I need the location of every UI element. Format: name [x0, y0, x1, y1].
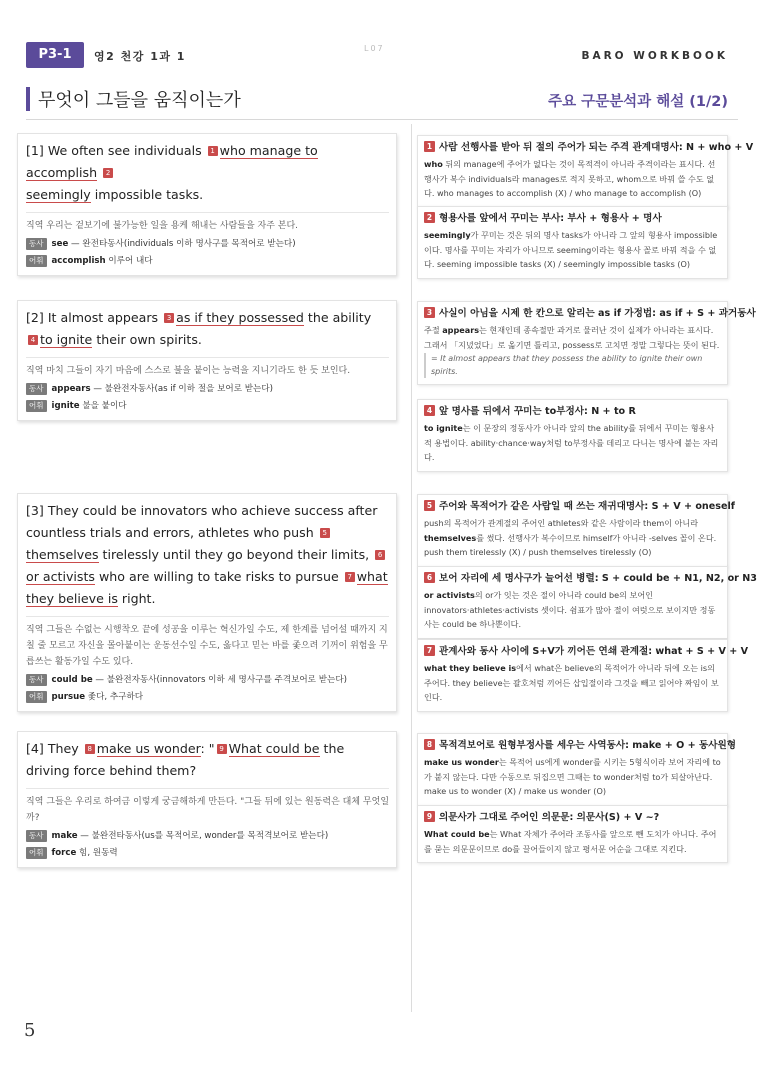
marker-badge: 3	[424, 307, 435, 318]
vocab-note: 어휘 ignite 불을 붙이다	[26, 399, 389, 413]
explanation-heading: 6 보어 자리에 세 명사구가 늘어선 병렬: S + could be + N1, N2, or N3	[424, 572, 721, 586]
explanation-body: to ignite는 이 문장의 정동사가 아니라 앞의 the ability를 뒤에서 꾸미는 형용사적 용법이다. ability·chance·way처럼 to부정사를 데리고 다니는 명사에 붙는 자리다.	[424, 423, 719, 462]
underlined-phrase: themselves	[26, 547, 99, 562]
underlined-phrase: who manage to accomplish	[26, 143, 318, 180]
explanation-heading: 7 관계사와 동사 사이에 S+V가 끼어든 연쇄 관계절: what + S + V + V	[424, 645, 721, 659]
sentence-card-1	[17, 133, 397, 276]
explanation-body: make us wonder는 목적어 us에게 wonder를 시키는 5형식이라 보어 자리에 to가 붙지 않는다. 다만 수동으로 뒤집으면 그때는 to wonder처럼 to가 되살아난다. make us to wonder (X) / make us wonder (O)	[424, 757, 721, 796]
marker-badge: 1	[424, 141, 435, 152]
explanation-body: seemingly가 꾸미는 것은 뒤의 명사 tasks가 아니라 그 앞의 형용사 impossible이다. 명사를 꾸미는 자리가 아니므로 seeming이라는 형용사 꼴로 바꿔 적을 수 없다. seeming impossible tasks (X) / seemingly impossible tasks (O)	[424, 230, 718, 269]
explanation-box-1	[417, 135, 754, 208]
sentence-card-3	[17, 493, 397, 712]
sentence-english: [1] We often see individuals 1 who manage to accomplish 2 seemingly impossible tasks.	[26, 143, 318, 202]
explanation-box-3	[417, 301, 756, 385]
brand-name: BARO WORKBOOK	[581, 50, 728, 62]
divider	[26, 357, 389, 358]
verb-note: 동사 see — 완전타동사(individuals 이하 명사구를 목적어로 받는다)	[26, 237, 389, 251]
explanation-box-7	[417, 639, 749, 712]
marker-badge: 8	[424, 739, 435, 750]
title-divider	[26, 119, 738, 120]
marker-badge: 6	[424, 572, 435, 583]
marker-badge: 3	[164, 313, 174, 323]
verb-note: 동사 make — 불완전타동사(us를 목적어로, wonder를 목적격보어로 받는다)	[26, 829, 389, 843]
explanation-box-4	[417, 399, 728, 472]
verb-label: 동사	[26, 238, 47, 250]
marker-badge: 6	[375, 550, 385, 560]
page-title: 무엇이 그들을 움직이는가	[38, 90, 241, 111]
verb-label: 동사	[26, 674, 47, 686]
explanation-heading: 5 주어와 목적어가 같은 사람일 때 쓰는 재귀대명사: S + V + oneself	[424, 500, 721, 514]
marker-badge: 1	[208, 146, 218, 156]
sentence-english: [2] It almost appears 3 as if they possessed the ability 4 to ignite their own spirits.	[26, 310, 372, 347]
korean-translation: 직역 그들은 수없는 시행착오 끝에 성공을 이루는 혁신가일 수도, 제 한계를 넘어설 때까지 지칠 줄 모르고 자신을 몰아붙이는 운동선수일 수도, 옳다고 믿는 바를 좇으려 기꺼이 위험을 무릅쓰는 활동가일 수도 있다.	[26, 625, 388, 667]
explanation-body: who 뒤의 manage에 주어가 없다는 것이 목적격이 아니라 주격이라는 표시다. 선행사가 복수 individuals라 manages로 적지 못하고, whom으로 바꿔 쓸 수도 없다. who manages to accomplish (X) / who manage to accomplish (O)	[424, 159, 716, 198]
explanation-box-6	[417, 566, 757, 639]
marker-badge: 5	[424, 500, 435, 511]
explanation-heading: 1 사람 선행사를 받아 뒤 절의 주어가 되는 주격 관계대명사: N + who + V	[424, 141, 721, 155]
explanation-heading: 8 목적격보어로 원형부정사를 세우는 사역동사: make + O + 동사원형	[424, 739, 721, 753]
vocab-note: 어휘 pursue 좇다, 추구하다	[26, 690, 389, 704]
header-subtitle: 영2 천강 1과 1	[94, 50, 186, 63]
verb-note: 동사 could be — 불완전자동사(innovators 이하 세 명사구를 주격보어로 받는다)	[26, 673, 389, 687]
explanation-box-2	[417, 206, 728, 279]
explanation-box-5	[417, 494, 735, 567]
divider	[26, 212, 389, 213]
page-number: 5	[24, 1020, 36, 1041]
marker-badge: 2	[103, 168, 113, 178]
header-mark: L07	[364, 44, 385, 53]
vocab-label: 어휘	[26, 255, 47, 267]
vocab-label: 어휘	[26, 400, 47, 412]
korean-translation: 직역 그들은 우리로 하여금 이렇게 궁금해하게 만든다. "그들 뒤에 있는 원동력은 대체 무엇일까?	[26, 797, 390, 823]
explanation-quote: = It almost appears that they possess the ability to ignite their own spirits.	[424, 353, 721, 378]
explanation-body: or activists의 or가 잇는 것은 절이 아니라 could be의 보어인 innovators·athletes·activists 셋이다. 쉼표가 많아 절이 여럿으로 보이지만 정동사는 could be 하나뿐이다.	[424, 590, 716, 629]
sentence-english: [4] They 8 make us wonder: " 9 What could be the driving force behind them?	[26, 741, 345, 778]
korean-translation: 직역 우리는 겉보기에 불가능한 일을 용케 해내는 사람들을 자주 본다.	[26, 221, 299, 231]
vocab-note: 어휘 force 힘, 원동력	[26, 846, 389, 860]
underlined-phrase: What could be	[228, 741, 320, 756]
sentence-english: [3] They could be innovators who achieve success after countless trials and errors, athletes who push 5themselves tirelessly until they go beyond their limits, 6or activists who are willing to take risks to pursue 7 what they believe is right.	[26, 503, 388, 606]
marker-badge: 7	[424, 645, 435, 656]
marker-badge: 4	[28, 335, 38, 345]
explanation-heading: 2 형용사를 앞에서 꾸미는 부사: 부사 + 형용사 + 명사	[424, 212, 721, 226]
marker-badge: 4	[424, 405, 435, 416]
divider	[26, 788, 389, 789]
marker-badge: 5	[320, 528, 330, 538]
explanation-body: what they believe is에서 what은 believe의 목적어가 아니라 뒤에 오는 is의 주어다. they believe는 괄호처럼 끼어든 삽입절이라 그것을 빼고 읽어야 짜임이 보인다.	[424, 663, 719, 702]
verb-label: 동사	[26, 383, 47, 395]
marker-badge: 2	[424, 212, 435, 223]
marker-badge: 9	[217, 744, 227, 754]
underlined-phrase: make us wonder	[96, 741, 201, 756]
divider	[26, 616, 389, 617]
explanation-box-9	[417, 805, 728, 863]
marker-badge: 8	[85, 744, 95, 754]
explanation-heading: 3 사실이 아님을 시제 한 칸으로 알리는 as if 가정법: as if + S + 과거동사	[424, 307, 721, 321]
title-accent-bar	[26, 87, 30, 111]
underlined-phrase: what they believe is	[26, 569, 388, 606]
korean-translation: 직역 마치 그들이 자기 마음에 스스로 불을 붙이는 능력을 지니기라도 한 듯 보인다.	[26, 366, 351, 376]
explanation-heading: 4 앞 명사를 뒤에서 꾸미는 to부정사: N + to R	[424, 405, 721, 419]
explanation-body: What could be는 What 자체가 주어라 조동사를 앞으로 뺀 도치가 아니다. 주어를 묻는 의문문이므로 do를 끌어들이지 않고 평서문 어순을 그대로 지킨다.	[424, 829, 717, 854]
verb-note: 동사 appears — 불완전자동사(as if 이하 절을 보어로 받는다)	[26, 382, 389, 396]
vocab-label: 어휘	[26, 691, 47, 703]
section-tag: P3-1	[26, 42, 84, 68]
sentence-card-4	[17, 731, 397, 868]
section-subtitle: 주요 구문분석과 해설 (1/2)	[548, 94, 728, 110]
explanation-body: 주절 appears는 현재인데 종속절만 과거로 물러난 것이 실제가 아니라는 표시다. 그래서 「지녔었다」로 옮기면 틀리고, possess로 고치면 정말 그렇다는 뜻이 된다.	[424, 325, 720, 350]
verb-label: 동사	[26, 830, 47, 842]
underlined-phrase: as if they possessed	[176, 310, 304, 325]
underlined-phrase: or activists	[26, 569, 95, 584]
underlined-phrase: to ignite	[40, 332, 93, 347]
underlined-phrase: seemingly	[26, 187, 91, 202]
marker-badge: 7	[345, 572, 355, 582]
vocab-label: 어휘	[26, 847, 47, 859]
explanation-heading: 9 의문사가 그대로 주어인 의문문: 의문사(S) + V ~?	[424, 811, 721, 825]
page-header	[26, 42, 738, 68]
sentence-card-2	[17, 300, 397, 421]
vocab-note: 어휘 accomplish 이루어 내다	[26, 254, 389, 268]
explanation-body: push의 목적어가 관계절의 주어인 athletes와 같은 사람이라 them이 아니라 themselves를 썼다. 선행사가 복수이므로 himself가 아니라 -selves 꼴이 온다. push them tirelessly (X) / push themselves tirelessly (O)	[424, 518, 717, 557]
column-divider	[411, 124, 412, 1012]
explanation-box-8	[417, 733, 737, 806]
marker-badge: 9	[424, 811, 435, 822]
